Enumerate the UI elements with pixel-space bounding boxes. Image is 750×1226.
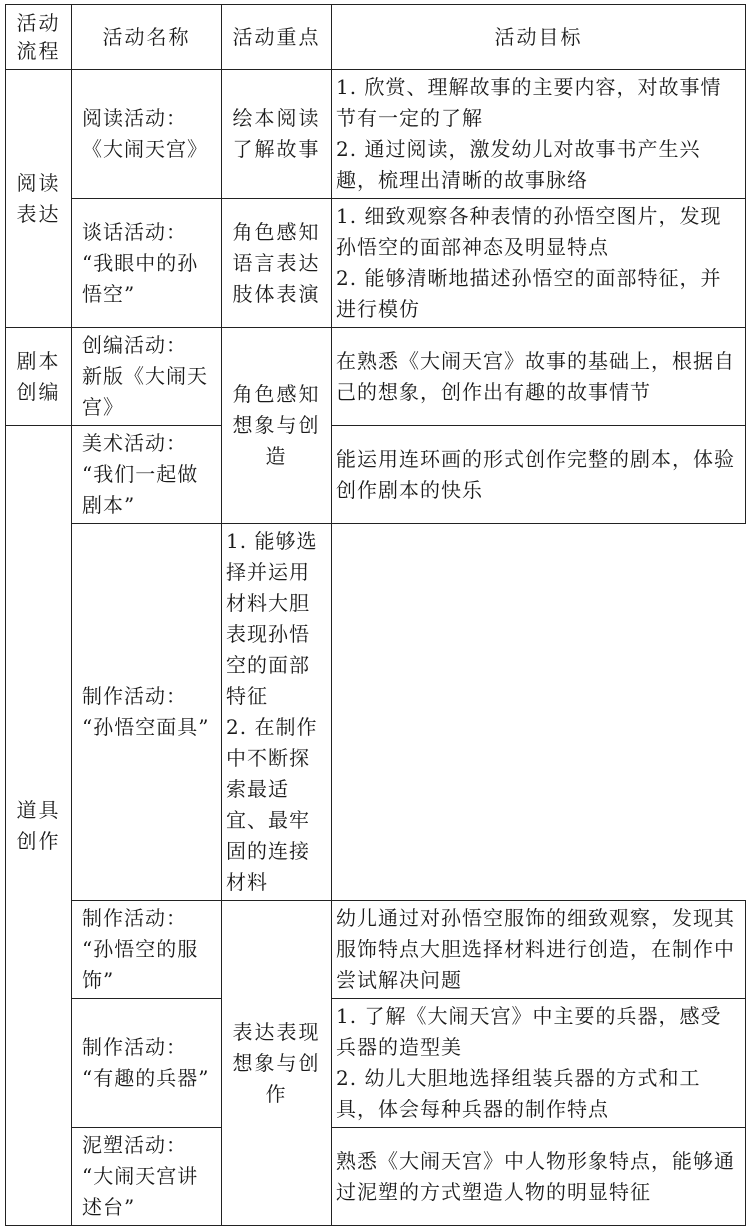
activity-name-cell: 制作活动： “孙悟空面具” <box>72 524 222 901</box>
activity-name-cell: 阅读活动： 《大闹天宫》 <box>72 70 222 199</box>
activity-name-cell: 美术活动： “我们一起做剧本” <box>72 426 222 524</box>
focus-cell-4: 表达表现想象与创作 <box>222 901 332 1226</box>
activity-name-cell: 谈话活动： “我眼中的孙悟空” <box>72 199 222 328</box>
table-row <box>6 1128 746 1226</box>
header-stage-text: 活动流程 <box>16 11 61 63</box>
activity-table-container <box>5 4 745 1226</box>
activity-name-cell: 制作活动： “孙悟空的服饰” <box>72 901 222 999</box>
activity-goal-cell: 在熟悉《大闹天宫》故事的基础上，根据自己的想象，创作出有趣的故事情节 <box>332 328 746 426</box>
stage-cell-props: 道具创作 <box>6 426 72 1226</box>
activity-name-cell: 制作活动： “有趣的兵器” <box>72 999 222 1128</box>
header-stage <box>6 5 72 70</box>
header-name: 活动名称 <box>72 5 222 70</box>
stage-cell-reading: 阅读表达 <box>6 70 72 328</box>
activity-goal-cell: 幼儿通过对孙悟空服饰的细致观察，发现其服饰特点大胆选择材料进行创造，在制作中尝试解决问题 <box>332 901 746 999</box>
activity-name-cell: 泥塑活动： “大闹天宫讲述台” <box>72 1128 222 1226</box>
table-row <box>6 328 746 426</box>
table-row <box>6 524 746 901</box>
activity-name-cell: 创编活动： 新版《大闹天宫》 <box>72 328 222 426</box>
activity-goal-cell: 1. 细致观察各种表情的孙悟空图片，发现孙悟空的面部神态及明显特点 2. 能够清晰地描述孙悟空的面部特征，并进行模仿 <box>332 199 746 328</box>
activity-goal-cell: 1. 了解《大闹天宫》中主要的兵器，感受兵器的造型美 2. 幼儿大胆地选择组装兵器的方式和工具，体会每种兵器的制作特点 <box>332 999 746 1128</box>
activity-goal-cell: 能运用连环画的形式创作完整的剧本，体验创作剧本的快乐 <box>332 426 746 524</box>
focus-cell-3: 角色感知想象与创造 <box>222 328 332 524</box>
table-row <box>6 426 746 524</box>
header-goal: 活动目标 <box>332 5 746 70</box>
header-row <box>6 5 746 70</box>
activity-table <box>5 4 746 1226</box>
stage-cell-script: 剧本创编 <box>6 328 72 426</box>
table-row <box>6 70 746 199</box>
table-row <box>6 199 746 328</box>
activity-goal-cell: 熟悉《大闹天宫》中人物形象特点，能够通过泥塑的方式塑造人物的明显特征 <box>332 1128 746 1226</box>
activity-goal-cell: 1. 能够选择并运用材料大胆表现孙悟空的面部特征 2. 在制作中不断探索最适宜、最牢固的连接材料 <box>222 524 332 901</box>
focus-cell-2: 角色感知语言表达肢体表演 <box>222 199 332 328</box>
table-row <box>6 999 746 1128</box>
header-focus: 活动重点 <box>222 5 332 70</box>
table-row <box>6 901 746 999</box>
activity-goal-cell: 1. 欣赏、理解故事的主要内容，对故事情节有一定的了解 2. 通过阅读，激发幼儿对故事书产生兴趣，梳理出清晰的故事脉络 <box>332 70 746 199</box>
focus-cell-1: 绘本阅读了解故事 <box>222 70 332 199</box>
